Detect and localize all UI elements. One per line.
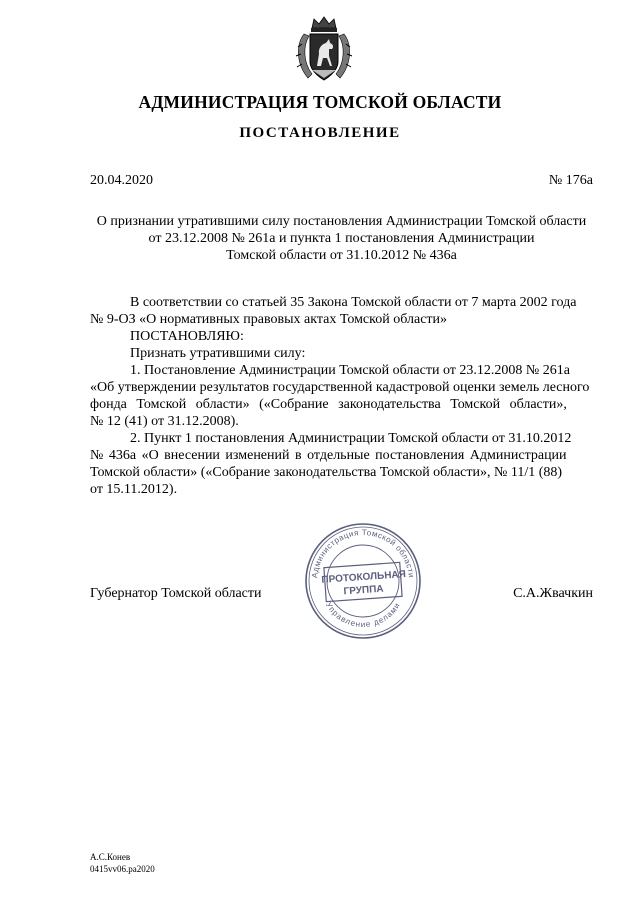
paragraph-item-2: [90, 430, 594, 498]
declare-line: Признать утратившими силу:: [130, 346, 306, 361]
coat-of-arms-icon: [292, 14, 356, 86]
signatory-name: С.А.Жвачкин: [513, 586, 593, 601]
document-number: № 176а: [548, 173, 593, 188]
resolve-keyword: ПОСТАНОВЛЯЮ:: [130, 329, 244, 344]
document-type: ПОСТАНОВЛЕНИЕ: [239, 125, 401, 141]
item-line: фонда Томской области» («Собрание законодательства Томской области»,: [90, 397, 567, 412]
document-code: 0415vv06.pa2020: [90, 864, 155, 874]
item-line: 1. Постановление Администрации Томской области от 23.12.2008 № 261а: [130, 363, 570, 378]
preamble-line: № 9-ОЗ «О нормативных правовых актах Томской области»: [90, 312, 448, 327]
paragraph-item-1: [90, 362, 594, 430]
stamp-ring-bottom: Управление делами: [323, 600, 403, 630]
title-line: от 23.12.2008 № 261а и пункта 1 постановления Администрации: [148, 231, 535, 246]
protocol-stamp-icon: [303, 521, 423, 641]
item-line: № 12 (41) от 31.12.2008).: [90, 414, 239, 429]
stamp-ring-top: Администрация Томской области: [310, 527, 416, 579]
item-line: Томской области» («Собрание законодательства Томской области», № 11/1 (88): [90, 465, 563, 480]
title-line: О признании утратившими силу постановления Администрации Томской области: [96, 214, 587, 229]
item-line: 2. Пункт 1 постановления Администрации Томской области от 31.10.2012: [130, 431, 572, 446]
item-line: от 15.11.2012).: [90, 482, 178, 497]
document-title: [90, 213, 593, 264]
executor-name: А.С.Конев: [90, 852, 131, 862]
organization-title: АДМИНИСТРАЦИЯ ТОМСКОЙ ОБЛАСТИ: [138, 92, 502, 112]
stamp-center-line: ГРУППА: [343, 583, 384, 598]
signatory-position: Губернатор Томской области: [90, 586, 262, 601]
item-line: «Об утверждении результатов государственной кадастровой оценки земель лесного: [90, 380, 590, 395]
preamble-line: В соответствии со статьей 35 Закона Томской области от 7 марта 2002 года: [130, 295, 577, 310]
document-body: [90, 294, 594, 498]
document-date: 20.04.2020: [90, 173, 153, 188]
item-line: № 436а «О внесении изменений в отдельные постановления Администрации: [90, 448, 567, 463]
stamp-center-line: ПРОТОКОЛЬНАЯ: [321, 569, 407, 586]
title-line: Томской области от 31.10.2012 № 436а: [226, 248, 457, 263]
